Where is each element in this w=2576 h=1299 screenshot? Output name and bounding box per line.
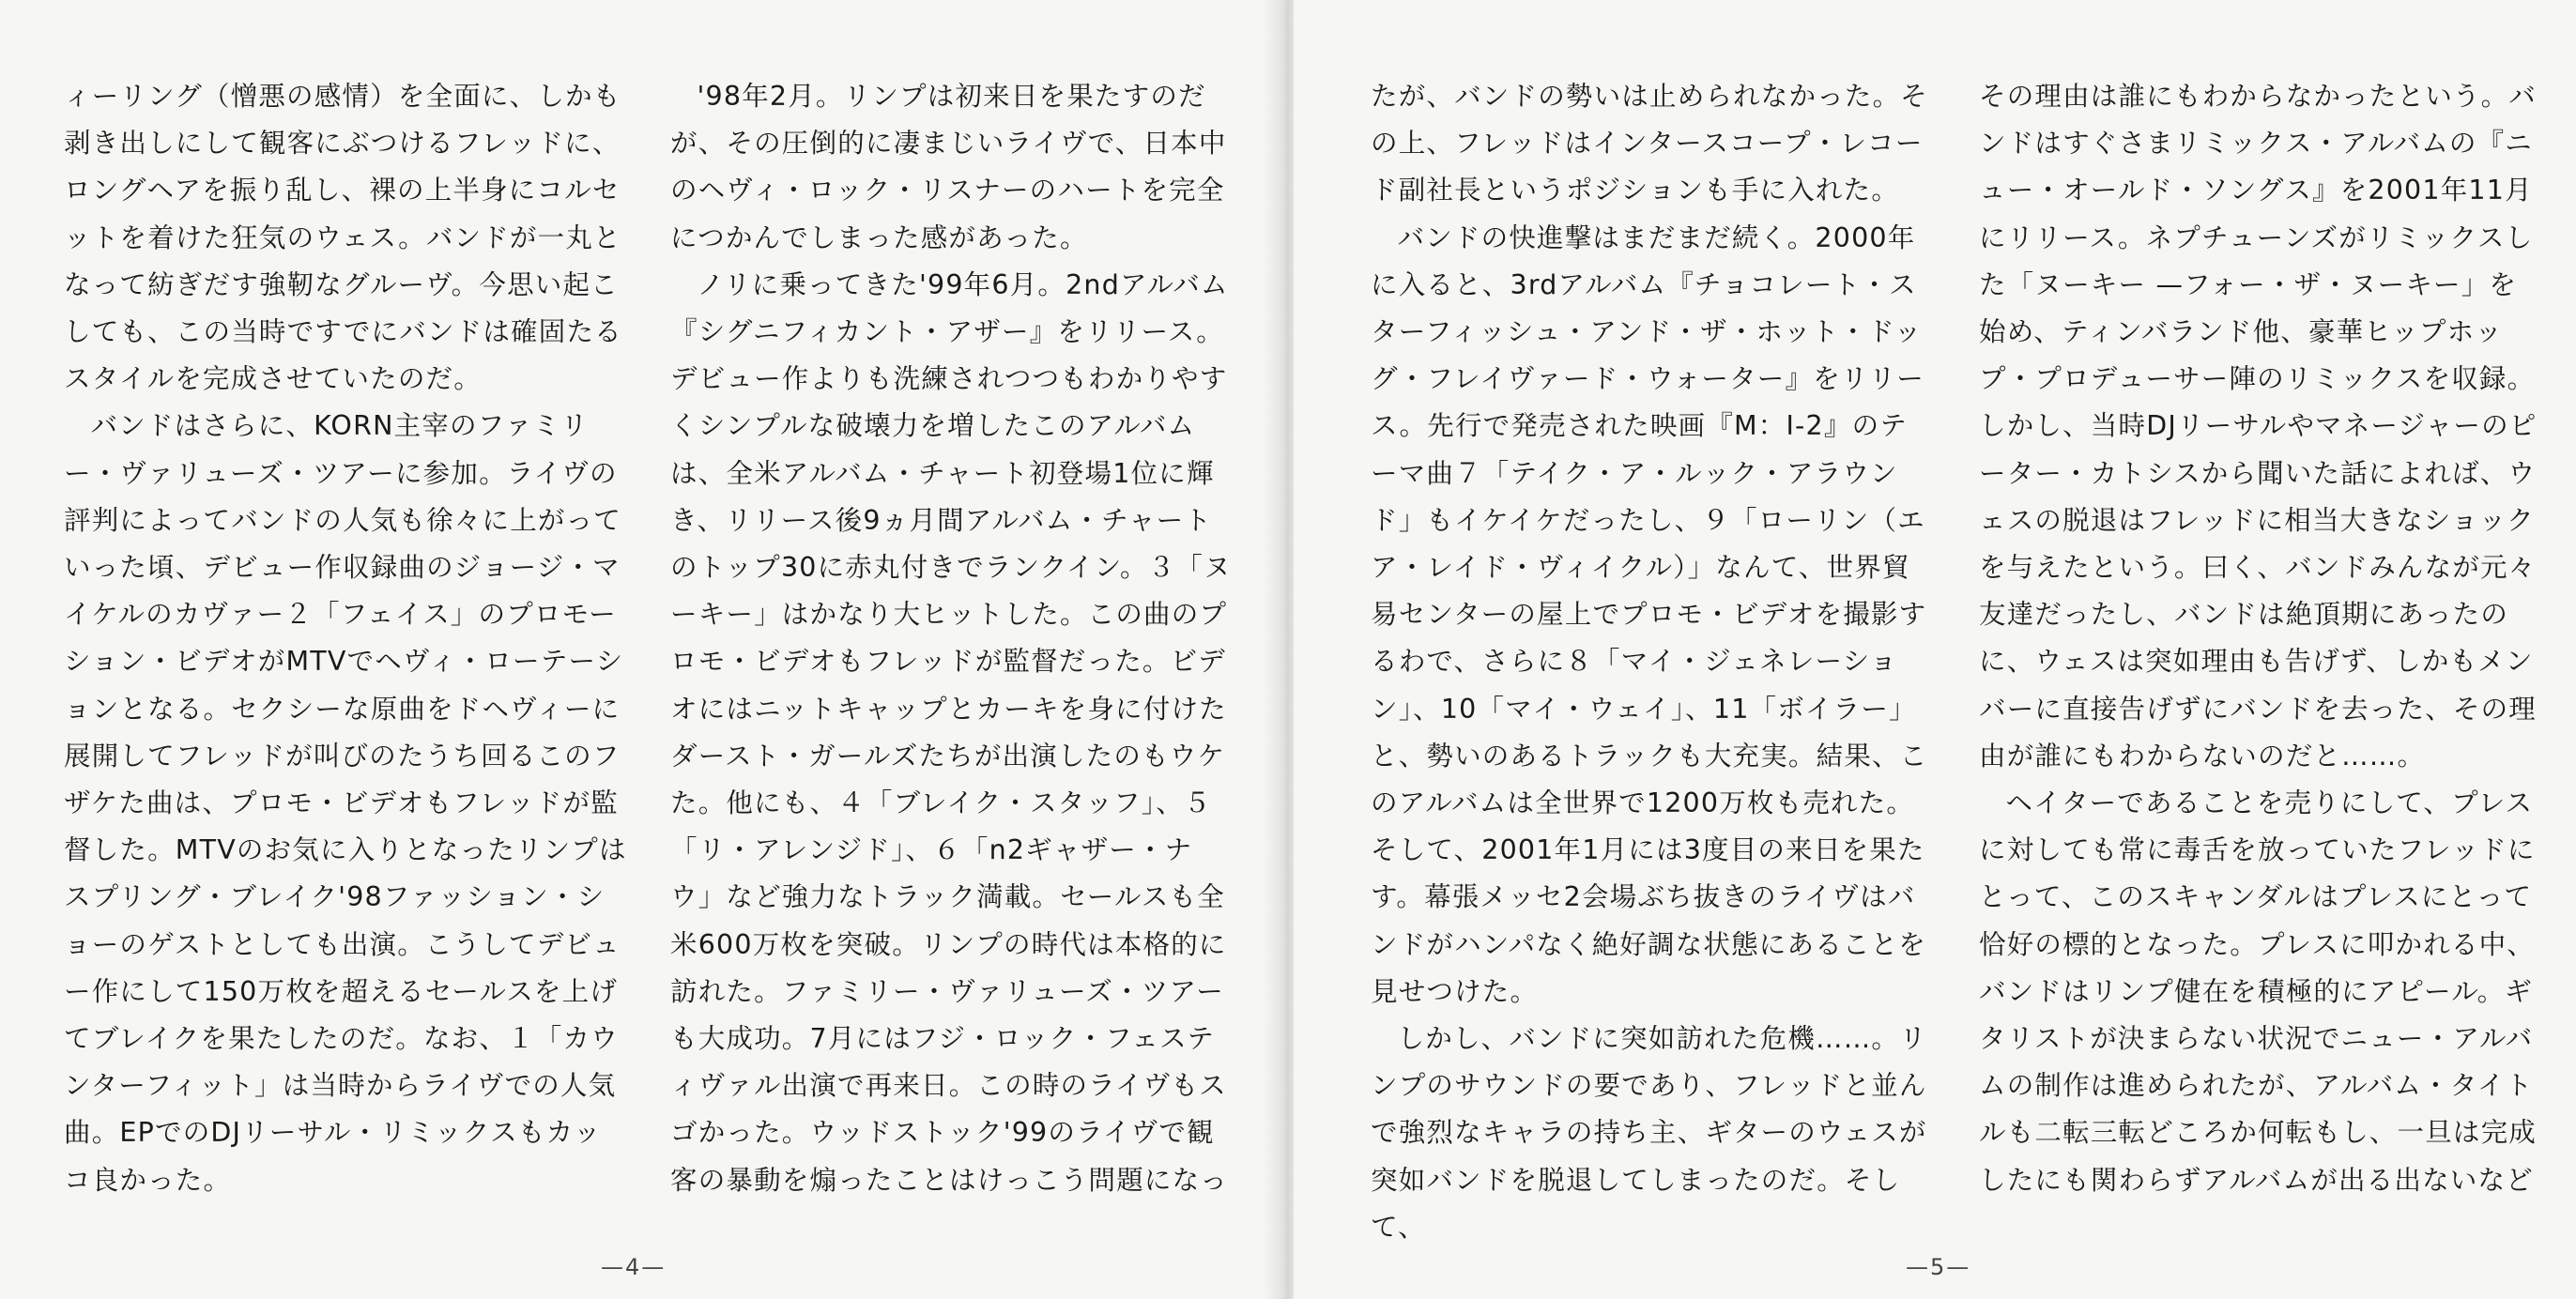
text-column-3 (1371, 73, 1934, 1251)
paragraph: ヘイターであることを売りにして、プレスに対しても常に毒舌を放っていたフレッドにとって、このスキャンダルはプレスにとって恰好の標的となった。プレスに叩かれる中、バンドはリンプ健在を積極的にアピール。ギタリストが決まらない状況でニュー・アルバムの制作は進められたが、アルバム・タイトルも二転三転どころか何転もし、一旦は完成したにも関わらずアルバムが出る出ないなど (1979, 787, 2538, 1196)
paragraph: バンドの快進撃はまだまだ続く。2000年に入ると、3rdアルバム『チョコレート・スターフィッシュ・アンド・ザ・ホット・ドッグ・フレイヴァード・ウォーター』をリリース。先行で発売された映画『M：I-2』のテーマ曲７「テイク・ア・ルック・アラウンド」もイケイケだったし、９「ローリン（エア・レイド・ヴィイクル）」なんて、世界貿易センターの屋上でプロモ・ビデオを撮影するわで、さらに８「マイ・ジェネレーション」、10「マイ・ウェイ」、11「ボイラー」と、勢いのあるトラックも大充実。結果、このアルバムは全世界で1200万枚も売れた。そして、2001年1月には3度目の来日を果たす。幕張メッセ2会場ぶち抜きのライヴはバンドがハンパなく絶好調な状態にあることを見せつけた。 (1371, 222, 1928, 1007)
text-column-1 (64, 73, 627, 1204)
page-number: —4— (601, 1254, 667, 1280)
paragraph: たが、バンドの勢いは止められなかった。その上、フレッドはインタースコープ・レコード副社長というポジションも手に入れた。 (1371, 81, 1929, 206)
paragraph: '98年2月。リンプは初来日を果たすのだが、その圧倒的に凄まじいライヴで、日本中のヘヴィ・ロック・リスナーのハートを完全につかんでしまった感があった。 (670, 81, 1227, 253)
paragraph: その理由は誰にもわからなかったという。バンドはすぐさまリミックス・アルバムの『ニュー・オールド・ソングス』を2001年11月にリリース。ネプチューンズがリミックスした「ヌーキー —フォー・ザ・ヌーキー」を始め、ティンバランド他、豪華ヒップホップ・プロデューサー陣のリミックスを収録。しかし、当時DJリーサルやマネージャーのピーター・カトシスから聞いた話によれば、ウェスの脱退はフレッドに相当大きなショックを与えたという。曰く、バンドみんなが元々友達だったし、バンドは絶頂期にあったのに、ウェスは突如理由も告げず、しかもメンバーに直接告げずにバンドを去った、その理由が誰にもわからないのだと……。 (1979, 81, 2538, 772)
paragraph: ノリに乗ってきた'99年6月。2ndアルバム『シグニフィカント・アザー』をリリース。デビュー作よりも洗練されつつもわかりやすくシンプルな破壊力を増したこのアルバムは、全米アルバム・チャート初登場1位に輝き、リリース後9ヵ月間アルバム・チャートのトップ30に赤丸付きでランクイン。３「ヌーキー」はかなり大ヒットした。この曲のプロモ・ビデオもフレッドが監督だった。ビデオにはニットキャップとカーキを身に付けたダースト・ガールズたちが出演したのもウケた。他にも、４「ブレイク・スタッフ」、５「リ・アレンジド」、６「n2ギャザー・ナウ」など強力なトラック満載。セールスも全米600万枚を突破。リンプの時代は本格的に訪れた。ファミリー・ヴァリューズ・ツアーも大成功。7月にはフジ・ロック・フェスティヴァル出演で再来日。この時のライヴもスゴかった。ウッドストック'99のライヴで観客の暴動を煽ったことはけっこう問題になっ (670, 268, 1232, 1196)
page-number: —5— (1906, 1254, 1971, 1280)
paragraph: ィーリング（憎悪の感情）を全面に、しかも剥き出しにして観客にぶつけるフレッドに、ロングヘアを振り乱し、裸の上半身にコルセットを着けた狂気のウェス。バンドが一丸となって紡ぎだす強靭なグルーヴ。今思い起こしても、この当時ですでにバンドは確固たるスタイルを完成させていたのだ。 (64, 81, 622, 395)
paragraph: バンドはさらに、KORN主宰のファミリー・ヴァリューズ・ツアーに参加。ライヴの評判によってバンドの人気も徐々に上がっていった頃、デビュー作収録曲のジョージ・マイケルのカヴァー２「フェイス」のプロモーション・ビデオがMTVでヘヴィ・ローテーションとなる。セクシーな原曲をドヘヴィーに展開してフレッドが叫びのたうち回るこのフザケた曲は、プロモ・ビデオもフレッドが監督した。MTVのお気に入りとなったリンプはスプリング・ブレイク'98ファッション・ショーのゲストとしても出演。こうしてデビュー作にして150万枚を超えるセールスを上げてブレイクを果たしたのだ。なお、１「カウンターフィット」は当時からライヴでの人気曲。EPでのDJリーサル・リミックスもカッコ良かった。 (64, 410, 627, 1196)
paragraph: しかし、バンドに突如訪れた危機……。リンプのサウンドの要であり、フレッドと並んで強烈なキャラの持ち主、ギターのウェスが突如バンドを脱退してしまったのだ。そして、 (1371, 1023, 1927, 1243)
text-column-4 (1979, 73, 2542, 1204)
left-page (0, 0, 1282, 1299)
text-column-2 (670, 73, 1234, 1204)
